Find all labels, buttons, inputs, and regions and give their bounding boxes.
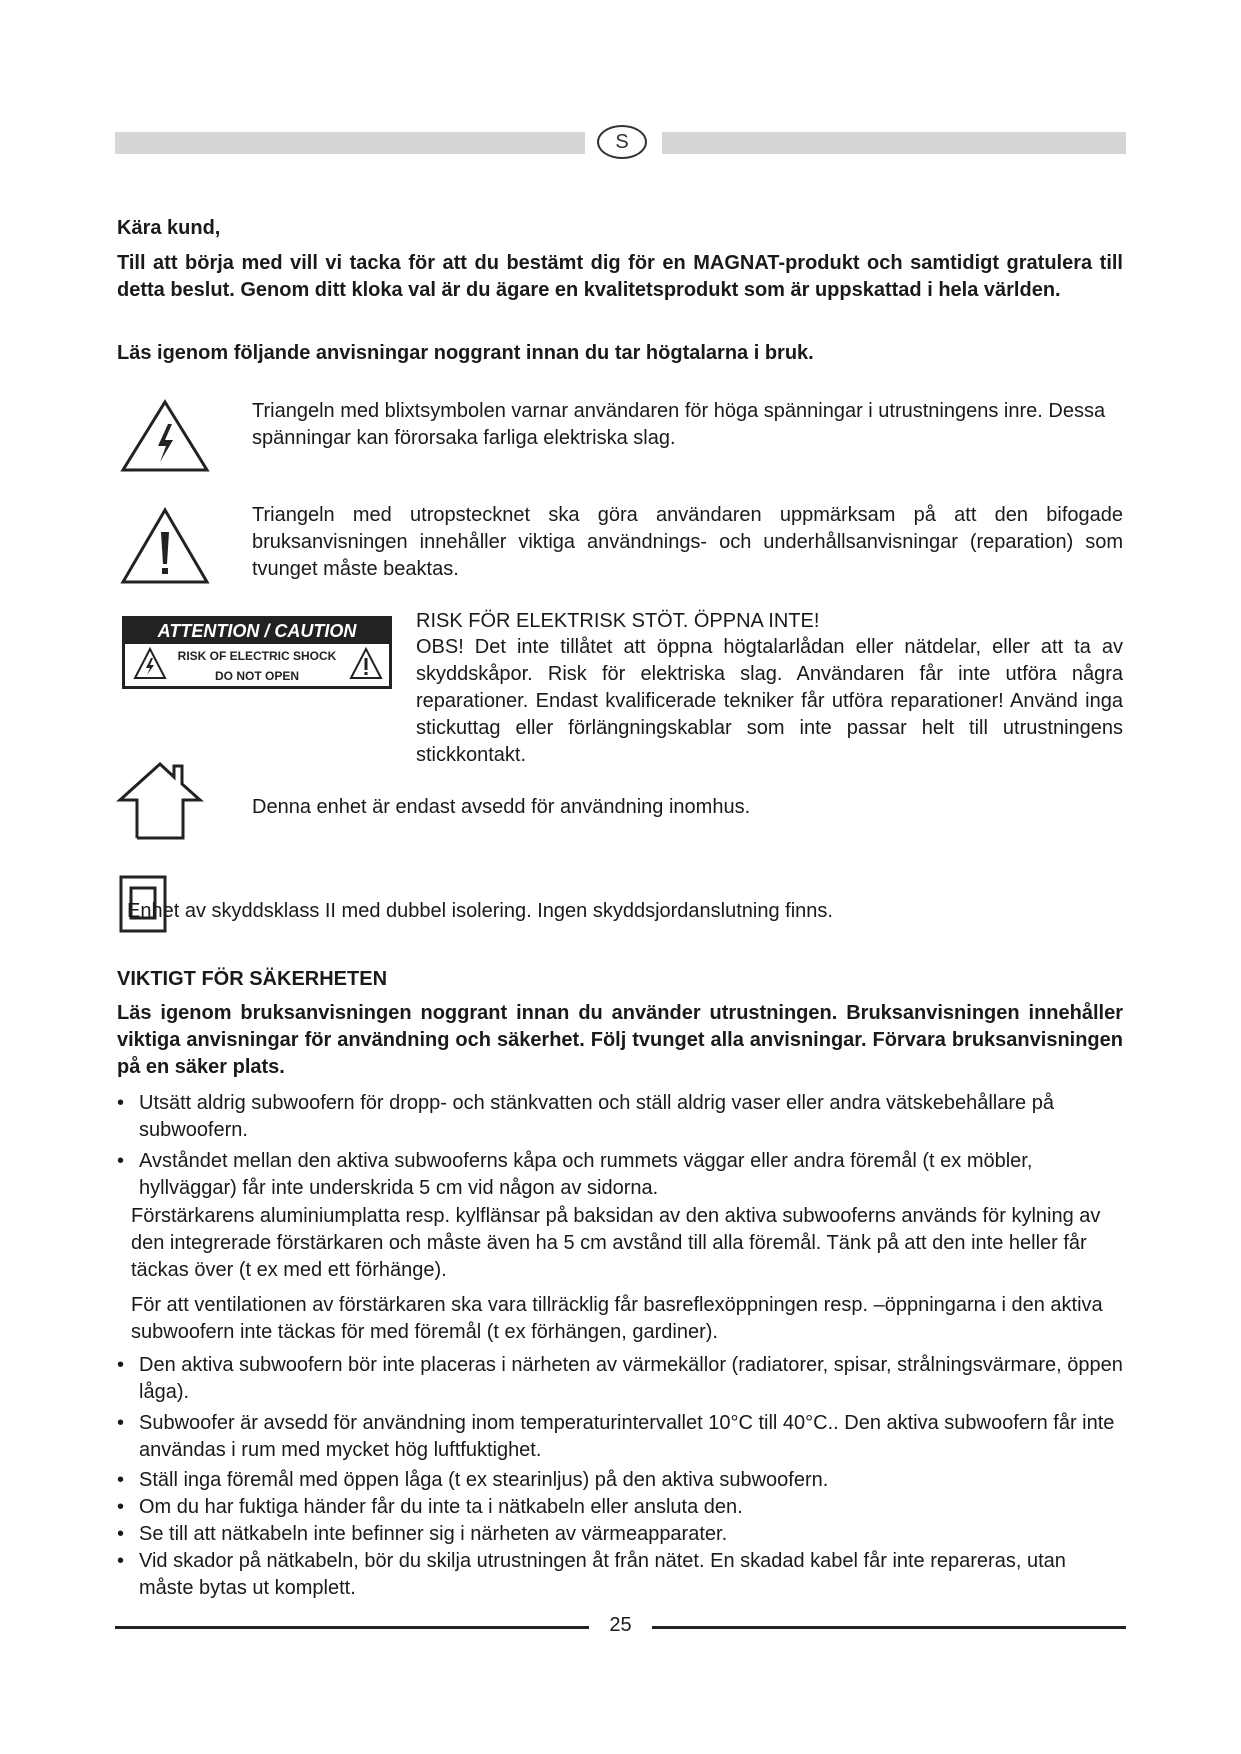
page-number: 25	[609, 1614, 632, 1636]
list-item: • Subwoofer är avsedd för användning inom temperaturintervallet 10°C till 40°C.. Den aktiva subwoofern får inte användas i rum med mycket hög luftfuktighet.	[117, 1410, 1123, 1464]
lightning-warning-text: Triangeln med blixtsymbolen varnar användaren för höga spänningar i utrustningens inre. Dessa spänningar kan förorsaka farliga elektriska slag.	[252, 400, 1106, 449]
exclamation-warning-icon	[120, 506, 210, 586]
heatsink-paragraph: Förstärkarens aluminiumplatta resp. kylflänsar på baksidan av den aktiva subwooferns används för kylning av den integrerade förstärkaren och måste även ha 5 cm avstånd till alla föremål. Tänk på att den inte heller får täckas över (t ex med ett förhänge).	[131, 1205, 1101, 1281]
lightning-warning-icon	[120, 398, 210, 473]
caution-label-line1: RISK OF ELECTRIC SHOCK	[177, 649, 337, 663]
caution-label	[122, 616, 392, 689]
safety-heading: VIKTIGT FÖR SÄKERHETEN	[117, 968, 388, 990]
list-item: • Om du har fuktiga händer får du inte ta i nätkabeln eller ansluta den.	[117, 1494, 1123, 1521]
read-instructions-note: Läs igenom följande anvisningar noggrant innan du tar högtalarna i bruk.	[117, 342, 814, 364]
language-badge: S	[597, 125, 647, 159]
greeting: Kära kund,	[117, 217, 221, 239]
ventilation-paragraph: För att ventilationen av förstärkaren ska vara tillräcklig får basreflexöppningen resp. –öppningarna i den aktiva subwoofern inte täckas för med föremål (t ex förhängen, gardiner).	[131, 1294, 1103, 1343]
footer-line-right	[652, 1626, 1126, 1629]
list-item: • Avståndet mellan den aktiva subwooferns kåpa och rummets väggar eller andra föremål (t ex möbler, hyllväggar) får inte underskrida 5 cm vid någon av sidorna.	[117, 1148, 1123, 1202]
caution-exclamation-icon	[349, 647, 383, 681]
header-bar-right	[662, 132, 1126, 154]
caution-title: RISK FÖR ELEKTRISK STÖT. ÖPPNA INTE!	[416, 610, 820, 632]
caution-label-line2: DO NOT OPEN	[214, 669, 299, 683]
intro-paragraph: Till att börja med vill vi tacka för att du bestämt dig för en MAGNAT-produkt och samtidigt gratulera till detta beslut. Genom ditt kloka val är du ägare en kvalitetsprodukt som är uppskattad i hela världen.	[117, 252, 1123, 301]
list-item: • Utsätt aldrig subwoofern för dropp- och stänkvatten och ställ aldrig vaser eller andra vätskebehållare på subwoofern.	[117, 1090, 1123, 1144]
list-item: • Se till att nätkabeln inte befinner sig i närheten av värmeapparater.	[117, 1521, 1123, 1548]
indoor-house-icon	[115, 758, 205, 840]
indoor-text: Denna enhet är endast avsedd för användning inomhus.	[252, 796, 751, 818]
exclamation-warning-text: Triangeln med utropstecknet ska göra användaren uppmärksam på att den bifogade bruksanvisningen innehåller viktiga användnings- och underhållsanvisningar (reparation) som tvunget måste beaktas.	[252, 504, 1123, 580]
header-bar-left	[115, 132, 585, 154]
safety-intro: Läs igenom bruksanvisningen noggrant innan du använder utrustningen. Bruksanvisningen innehåller viktiga anvisningar för användning och säkerhet. Följ tvunget alla anvisningar. Förvara bruksanvisningen på en säker plats.	[117, 1002, 1123, 1078]
list-item: • Ställ inga föremål med öppen låga (t ex stearinljus) på den aktiva subwoofern.	[117, 1467, 1123, 1494]
caution-label-header: ATTENTION / CAUTION	[125, 619, 389, 644]
list-item: • Den aktiva subwoofern bör inte placeras i närheten av värmekällor (radiatorer, spisar, strålningsvärmare, öppen låga).	[117, 1352, 1123, 1406]
caution-text: OBS! Det inte tillåtet att öppna högtalarlådan eller nätdelar, eller att ta av skyddskåpor. Risk för elektriska slag. Användaren får inte utföra några reparationer. Endast kvalificerade tekniker får utföra reparationer! Använd inga stickuttag eller förlängningskablar som inte passar helt till utrustningens stickkontakt.	[416, 636, 1123, 766]
safety-list-b	[117, 1352, 1123, 1602]
list-item: • Vid skador på nätkabeln, bör du skilja utrustningen åt från nätet. En skadad kabel får inte repareras, utan måste bytas ut komplett.	[117, 1548, 1123, 1602]
safety-list-a	[117, 1090, 1123, 1202]
double-insulation-text: Enhet av skyddsklass II med dubbel isolering. Ingen skyddsjordanslutning finns.	[127, 900, 833, 922]
